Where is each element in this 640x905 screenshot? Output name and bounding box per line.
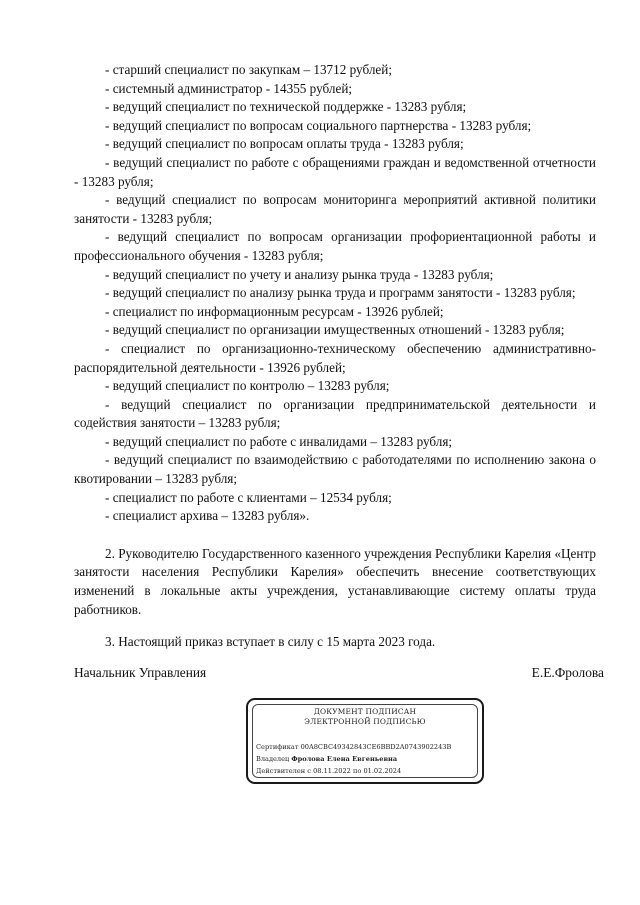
- paragraph-2: 2. Руководителю Государственного казенного учреждения Республики Карелия «Центр занятости населения Республики Карелия» обеспечить внесение соответствующих изменений в локальные акты учреждения, устанавливающие систему оплаты труда работников.: [74, 545, 596, 617]
- list-item: - ведущий специалист по учету и анализу рынка труда - 13283 рубля;: [105, 266, 494, 282]
- list-item: - ведущий специалист по контролю – 13283 рубля;: [105, 378, 390, 394]
- list-item: - ведущий специалист по работе с инвалидами – 13283 рубля;: [105, 433, 453, 449]
- stamp-valid-from: 08.11.2022: [313, 767, 351, 775]
- stamp-certificate-value: 00A8CBC49342843CE6BBD2A0743902243B: [300, 743, 452, 751]
- stamp-heading: ЭЛЕКТРОННОЙ ПОДПИСЬЮ: [304, 717, 426, 726]
- stamp-owner-line: [256, 754, 397, 764]
- stamp-valid-from-label: с: [307, 767, 311, 775]
- list-item: - специалист по работе с клиентами – 12534 рубля;: [105, 489, 392, 505]
- list-item: - ведущий специалист по взаимодействию с работодателями по исполнению закона о квотировании – 13283 рубля;: [74, 452, 596, 487]
- list-item: - специалист по информационным ресурсам - 13926 рублей;: [105, 303, 444, 319]
- stamp-certificate-line: [256, 742, 451, 752]
- paragraph-3: 3. Настоящий приказ вступает в силу с 15 марта 2023 года.: [105, 634, 436, 650]
- list-item: - системный администратор - 14355 рублей;: [105, 80, 353, 96]
- list-item: - ведущий специалист по организации предпринимательской деятельности и содействия занятости – 13283 рубля;: [74, 396, 596, 431]
- list-item: - ведущий специалист по анализу рынка труда и программ занятости - 13283 рубля;: [105, 285, 576, 301]
- signer-title: Начальник Управления: [74, 665, 207, 680]
- list-item: - ведущий специалист по организации имущественных отношений - 13283 рубля;: [105, 322, 565, 338]
- stamp-valid-to-label: по: [352, 767, 362, 775]
- list-item: - старший специалист по закупкам – 13712 рублей;: [105, 62, 392, 77]
- list-item: - ведущий специалист по вопросам мониторинга мероприятий активной политики занятости - 13283 рубля;: [74, 192, 596, 226]
- stamp-valid-label: Действителен: [256, 767, 306, 775]
- stamp-certificate-label: Сертификат: [256, 743, 299, 751]
- stamp-owner-value: Фролова Елена Евгеньевна: [291, 755, 398, 763]
- salary-list: [74, 61, 596, 526]
- stamp-valid-to: 01.02.2024: [363, 767, 402, 775]
- stamp-owner-label: Владелец: [256, 755, 290, 763]
- list-item: - ведущий специалист по вопросам оплаты труда - 13283 рубля;: [105, 136, 464, 152]
- stamp-validity-line: [256, 766, 401, 776]
- list-item: - специалист по организационно-техническому обеспечению административно-распорядительной деятельности - 13926 рублей;: [74, 340, 596, 375]
- list-item: - ведущий специалист по работе с обращениями граждан и ведомственной отчетности - 13283 рубля;: [74, 154, 596, 189]
- list-item: - ведущий специалист по вопросам организации профориентационной работы и профессионального обучения - 13283 рубля;: [74, 229, 596, 263]
- list-item: - ведущий специалист по вопросам социального партнерства - 13283 рубля;: [105, 117, 532, 133]
- list-item: - специалист архива – 13283 рубля».: [105, 508, 310, 524]
- stamp-heading: ДОКУМЕНТ ПОДПИСАН: [313, 707, 417, 716]
- electronic-signature-stamp: [246, 698, 484, 784]
- signer-name: Е.Е.Фролова: [531, 665, 604, 680]
- list-item: - ведущий специалист по технической поддержке - 13283 рубля;: [105, 99, 467, 115]
- document-body: [74, 61, 596, 652]
